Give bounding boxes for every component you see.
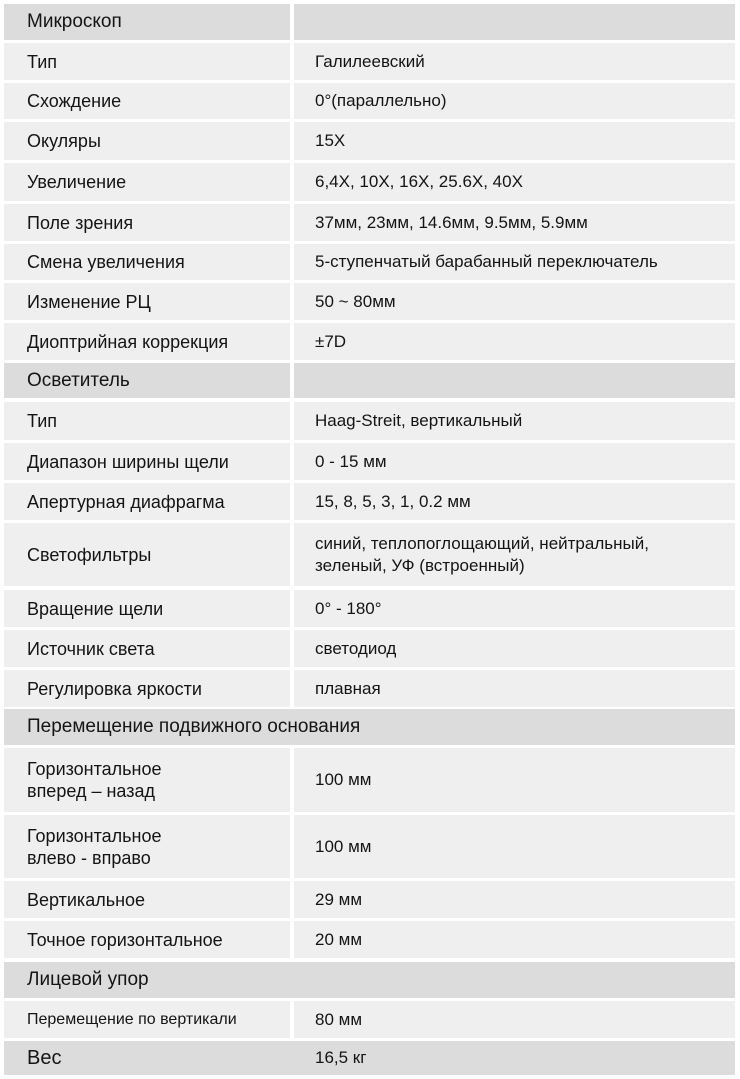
section-title: Перемещение подвижного основания bbox=[4, 709, 735, 745]
row-label-line: вперед – назад bbox=[27, 781, 155, 801]
row-label: Вращение щели bbox=[4, 590, 290, 627]
table-row bbox=[4, 1001, 735, 1038]
row-value: 29 мм bbox=[294, 881, 735, 918]
weight-value: 16,5 кг bbox=[315, 1048, 367, 1067]
table-row bbox=[4, 204, 735, 241]
row-value: 100 мм bbox=[294, 815, 735, 878]
row-label: Окуляры bbox=[4, 122, 290, 160]
row-value: 0° - 180° bbox=[294, 590, 735, 627]
row-label: Источник света bbox=[4, 630, 290, 667]
row-value: 0°(параллельно) bbox=[294, 83, 735, 119]
row-label bbox=[4, 815, 290, 878]
row-label: Схождение bbox=[4, 83, 290, 119]
row-value: 0 - 15 мм bbox=[294, 443, 735, 480]
row-value: 15X bbox=[294, 122, 735, 160]
row-value: светодиод bbox=[294, 630, 735, 667]
section-header-face-rest bbox=[4, 962, 735, 998]
row-label-line: Горизонтальное bbox=[27, 759, 162, 779]
section-title: Осветитель bbox=[4, 363, 290, 398]
row-label: Увеличение bbox=[4, 163, 290, 201]
table-row bbox=[4, 323, 735, 360]
table-row bbox=[4, 43, 735, 80]
row-value: 50 ~ 80мм bbox=[294, 283, 735, 320]
section-title: Микроскоп bbox=[4, 4, 290, 40]
row-label: Изменение РЦ bbox=[4, 283, 290, 320]
row-value: ±7D bbox=[294, 323, 735, 360]
section-header-illuminator bbox=[4, 363, 735, 398]
row-value: плавная bbox=[294, 670, 735, 707]
table-row bbox=[4, 523, 735, 586]
section-header-base-movement bbox=[4, 709, 735, 745]
table-row bbox=[4, 163, 735, 201]
row-label: Смена увеличения bbox=[4, 244, 290, 280]
weight-row-bg bbox=[4, 1041, 735, 1075]
weight-row bbox=[4, 1041, 735, 1075]
row-label: Вертикальное bbox=[4, 881, 290, 918]
table-row bbox=[4, 748, 735, 812]
table-row bbox=[4, 402, 735, 440]
table-row bbox=[4, 921, 735, 958]
row-value: 100 мм bbox=[294, 748, 735, 812]
table-row bbox=[4, 443, 735, 480]
section-title: Лицевой упор bbox=[4, 962, 735, 998]
section-header-empty-cell bbox=[294, 4, 735, 40]
row-value: Галилеевский bbox=[294, 43, 735, 80]
weight-label: Вес bbox=[27, 1046, 62, 1069]
table-row bbox=[4, 590, 735, 627]
row-value: 5-ступенчатый барабанный переключатель bbox=[294, 244, 735, 280]
row-value: 6,4X, 10X, 16X, 25.6X, 40X bbox=[294, 163, 735, 201]
row-label: Тип bbox=[4, 402, 290, 440]
row-label: Диапазон ширины щели bbox=[4, 443, 290, 480]
row-value-line: синий, теплопоглощающий, нейтральный, bbox=[315, 533, 649, 553]
row-label: Поле зрения bbox=[4, 204, 290, 241]
table-row bbox=[4, 630, 735, 667]
table-row bbox=[4, 283, 735, 320]
row-value: 37мм, 23мм, 14.6мм, 9.5мм, 5.9мм bbox=[294, 204, 735, 241]
row-label-line: Горизонтальное bbox=[27, 825, 162, 846]
row-label: Регулировка яркости bbox=[4, 670, 290, 707]
row-value: 80 мм bbox=[294, 1001, 735, 1038]
row-value: 15, 8, 5, 3, 1, 0.2 мм bbox=[294, 483, 735, 520]
row-label: Светофильтры bbox=[4, 523, 290, 586]
row-label-line: влево - вправо bbox=[27, 847, 151, 868]
table-row bbox=[4, 122, 735, 160]
row-label: Точное горизонтальное bbox=[4, 921, 290, 958]
table-row bbox=[4, 244, 735, 280]
section-header-microscope bbox=[4, 4, 735, 40]
row-value: Haag-Streit, вертикальный bbox=[294, 402, 735, 440]
table-row bbox=[4, 483, 735, 520]
table-row bbox=[4, 815, 735, 878]
row-label: Апертурная диафрагма bbox=[4, 483, 290, 520]
row-label: Тип bbox=[4, 43, 290, 80]
table-row bbox=[4, 670, 735, 707]
row-label bbox=[4, 748, 290, 812]
row-value: 20 мм bbox=[294, 921, 735, 958]
row-label: Перемещение по вертикали bbox=[4, 1001, 290, 1038]
table-row bbox=[4, 881, 735, 918]
row-value-line: зеленый, УФ (встроенный) bbox=[315, 555, 525, 575]
row-value bbox=[294, 523, 735, 586]
row-label: Диоптрийная коррекция bbox=[4, 323, 290, 360]
section-header-empty-cell bbox=[294, 363, 735, 398]
table-row bbox=[4, 83, 735, 119]
